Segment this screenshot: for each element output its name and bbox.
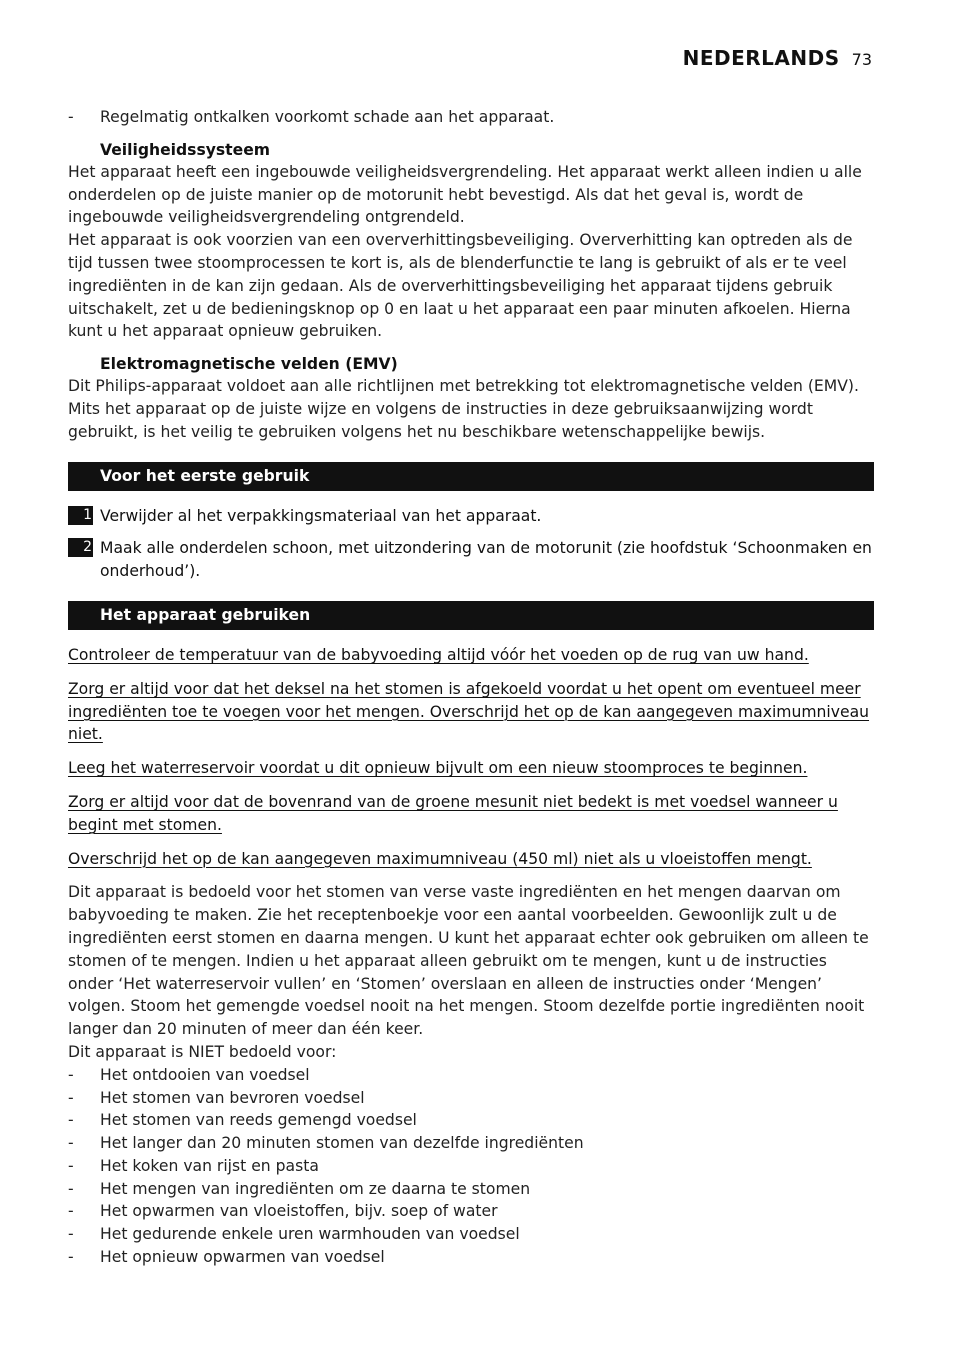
intro-bullet: - Regelmatig ontkalken voorkomt schade aan het apparaat.	[68, 106, 874, 129]
warning-item	[68, 757, 874, 780]
step-item	[68, 537, 874, 583]
safety-paragraph-2: Het apparaat is ook voorzien van een oververhittingsbeveiliging. Oververhitting kan optreden als de tijd tussen twee stoomprocessen te kort is, als de blenderfunctie te lang is gebruikt of als er te veel ingrediënten in de kan zijn gedaan. Als de oververhittingsbeveiliging het apparaat tijdens gebruik uitschakelt, zet u de bedieningsknop op 0 en laat u het apparaat een paar minuten afkoelen. Hierna kunt u het apparaat opnieuw gebruiken.	[68, 231, 853, 341]
list-item: - Het opwarmen van vloeistoffen, bijv. soep of water	[68, 1200, 874, 1223]
list-item: - Het mengen van ingrediënten om ze daarna te stomen	[68, 1178, 874, 1201]
emv-heading: Elektromagnetische velden (EMV)	[100, 355, 398, 374]
warning-item	[68, 848, 874, 871]
list-item: - Het gedurende enkele uren warmhouden van voedsel	[68, 1223, 874, 1246]
step-number: 1	[68, 506, 93, 525]
list-item: - Het ontdooien van voedsel	[68, 1064, 874, 1087]
language-label: NEDERLANDS	[682, 46, 840, 70]
warning-text: Overschrijd het op de kan aangegeven maximumniveau (450 ml) niet als u vloeistoffen mengt.	[68, 849, 812, 868]
step-item	[68, 505, 874, 528]
not-intended-intro: Dit apparaat is NIET bedoeld voor:	[68, 1042, 337, 1061]
page-header	[683, 46, 872, 70]
page-content	[68, 106, 874, 1269]
warning-text: Controleer de temperatuur van de babyvoeding altijd vóór het voeden op de rug van uw hand.	[68, 645, 809, 664]
warning-item	[68, 644, 874, 667]
safety-paragraph-1: Het apparaat heeft een ingebouwde veiligheidsvergrendeling. Het apparaat werkt alleen indien u alle onderdelen op de juiste manier op de motorunit hebt bevestigd. Als dat het geval is, wordt de ingebouwde veiligheidsvergrendeling ontgrendeld.	[68, 162, 862, 227]
section-bar-first-use: Voor het eerste gebruik	[68, 462, 874, 491]
warning-item	[68, 791, 874, 837]
list-item: - Het opnieuw opwarmen van voedsel	[68, 1246, 874, 1269]
warning-text: Zorg er altijd voor dat het deksel na het stomen is afgekoeld voordat u het opent om eventueel meer ingrediënten toe te voegen voor het mengen. Overschrijd het op de kan aangegeven maximumniveau niet.	[68, 679, 870, 744]
section-bar-usage: Het apparaat gebruiken	[68, 601, 874, 630]
list-item: - Het stomen van reeds gemengd voedsel	[68, 1109, 874, 1132]
safety-heading: Veiligheidssysteem	[100, 140, 271, 159]
page-number: 73	[851, 50, 872, 69]
list-item: - Het koken van rijst en pasta	[68, 1155, 874, 1178]
not-intended-list	[68, 1064, 874, 1269]
list-item: - Het langer dan 20 minuten stomen van dezelfde ingrediënten	[68, 1132, 874, 1155]
step-number: 2	[68, 538, 93, 557]
warning-item	[68, 678, 874, 746]
warning-text: Zorg er altijd voor dat de bovenrand van de groene mesunit niet bedekt is met voedsel wanneer u begint met stomen.	[68, 792, 838, 834]
emv-paragraph: Dit Philips-apparaat voldoet aan alle richtlijnen met betrekking tot elektromagnetische velden (EMV). Mits het apparaat op de juiste wijze en volgens de instructies in deze gebruiksaanwijzing wordt gebruikt, is het veilig te gebruiken volgens het nu beschikbare wetenschappelijke bewijs.	[68, 377, 859, 441]
step-text: Maak alle onderdelen schoon, met uitzondering van de motorunit (zie hoofdstuk ‘Schoonmaken en onderhoud’).	[100, 539, 872, 581]
step-text: Verwijder al het verpakkingsmateriaal van het apparaat.	[100, 506, 542, 525]
usage-paragraph: Dit apparaat is bedoeld voor het stomen van verse vaste ingrediënten en het mengen daarvan om babyvoeding te maken. Zie het receptenboekje voor een aantal voorbeelden. Gewoonlijk zult u de ingrediënten eerst stomen en daarna mengen. U kunt het apparaat echter ook gebruiken om alleen te stomen of te mengen. Indien u het apparaat alleen gebruikt om te mengen, kunt u de instructies onder ‘Het waterreservoir vullen’ en ‘Stomen’ overslaan en alleen de instructies onder ‘Mengen’ volgen. Stoom het gemengde voedsel nooit na het mengen. Stoom dezelfde portie ingrediënten nooit langer dan 20 minuten of meer dan één keer.	[68, 883, 869, 1039]
list-item: - Het stomen van bevroren voedsel	[68, 1087, 874, 1110]
warning-text: Leeg het waterreservoir voordat u dit opnieuw bijvult om een nieuw stoomproces te beginnen.	[68, 759, 808, 778]
